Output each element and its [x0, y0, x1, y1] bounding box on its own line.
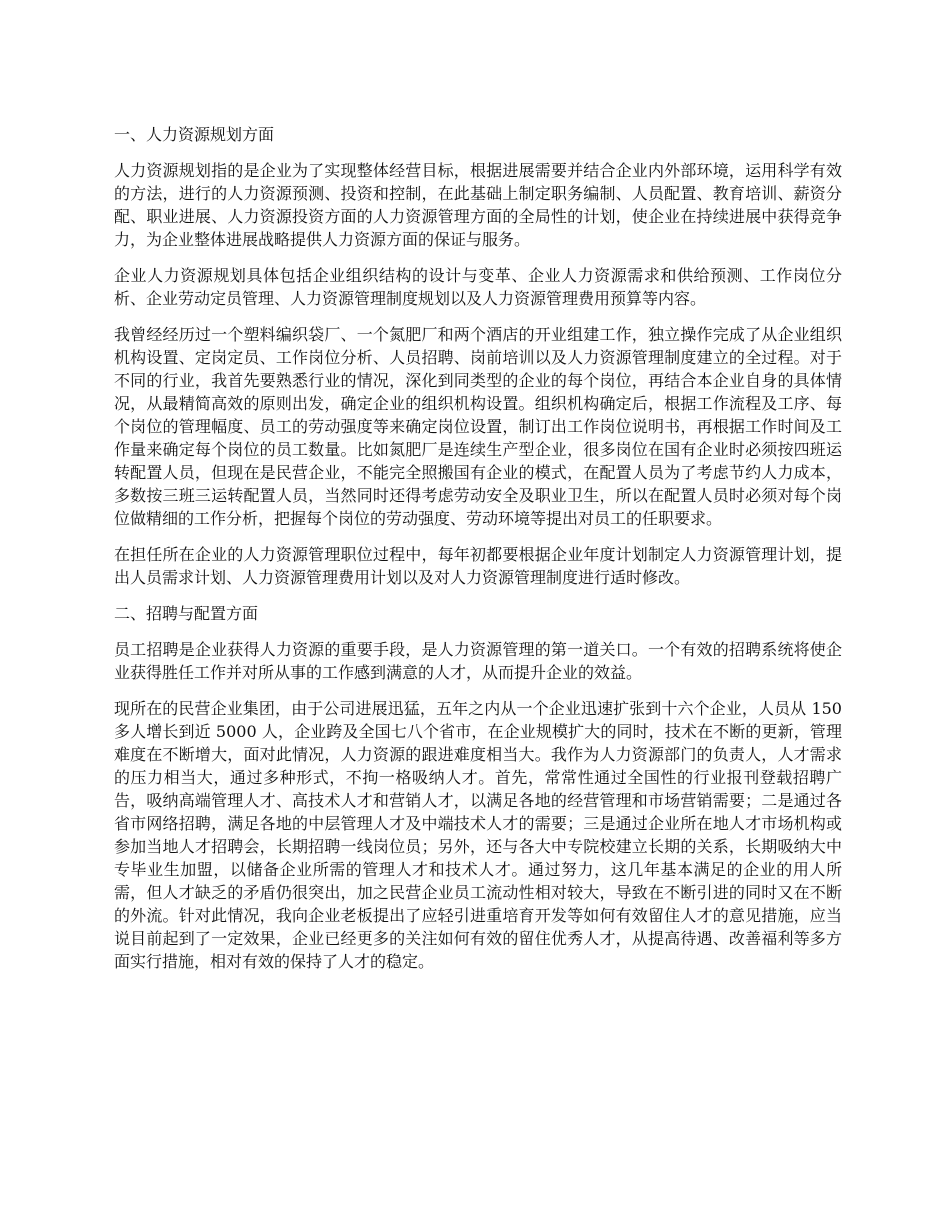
paragraph: 人力资源规划指的是企业为了实现整体经营目标，根据进展需要并结合企业内外部环境，运用科学有效的方法，进行的人力资源预测、投资和控制，在此基础上制定职务编制、人员配置、教育培训、薪资分配、职业进展、人力资源投资方面的人力资源管理方面的全局性的计划，使企业在持续进展中获得竞争力，为企业整体进展战略提供人力资源方面的保证与服务。 — [114, 161, 842, 249]
section-recruitment — [114, 602, 842, 973]
section-heading: 一、人力资源规划方面 — [114, 125, 275, 144]
paragraph: 在担任所在企业的人力资源管理职位过程中，每年初都要根据企业年度计划制定人力资源管理计划，提出人员需求计划、人力资源管理费用计划以及对人力资源管理制度进行适时修改。 — [114, 545, 842, 587]
paragraph: 现所在的民营企业集团，由于公司进展迅猛，五年之内从一个企业迅速扩张到十六个企业，人员从 150 多人增长到近 5000 人，企业跨及全国七八个省市，在企业规模扩大的同时，技术在不断的更新，管理难度在不断增大，面对此情况，人力资源的跟进难度相当大。我作为人力资源部门的负责人，人才需求的压力相当大，通过多种形式，不拘一格吸纳人才。首先，常常性通过全国性的行业报刊登载招聘广告，吸纳高端管理人才、高技术人才和营销人才，以满足各地的经营管理和市场营销需要；二是通过各省市网络招聘，满足各地的中层管理人才及中端技术人才的需要；三是通过企业所在地人才市场机构或参加当地人才招聘会，长期招聘一线岗位员；另外，还与各大中专院校建立长期的关系，长期吸纳大中专毕业生加盟，以储备企业所需的管理人才和技术人才。通过努力，这几年基本满足的企业的用人所需，但人才缺乏的矛盾仍很突出，加之民营企业员工流动性相对较大，导致在不断引进的同时又在不断的外流。针对此情况，我向企业老板提出了应轻引进重培育开发等如何有效留住人才的意见措施，应当说目前起到了一定效果，企业已经更多的关注如何有效的留住优秀人才，从提高待遇、改善福利等多方面实行措施，相对有效的保持了人才的稳定。 — [114, 699, 842, 971]
paragraph: 我曾经经历过一个塑料编织袋厂、一个氮肥厂和两个酒店的开业组建工作，独立操作完成了从企业组织机构设置、定岗定员、工作岗位分析、人员招聘、岗前培训以及人力资源管理制度建立的全过程。对于不同的行业，我首先要熟悉行业的情况，深化到同类型的企业的每个岗位，再结合本企业自身的具体情况，从最精简高效的原则出发，确定企业的组织机构设置。组织机构确定后，根据工作流程及工序、每个岗位的管理幅度、员工的劳动强度等来确定岗位设置，制订出工作岗位说明书，再根据工作时间及工作量来确定每个岗位的员工数量。比如氮肥厂是连续生产型企业，很多岗位在国有企业时必须按四班运转配置人员，但现在是民营企业，不能完全照搬国有企业的模式，在配置人员为了考虑节约人力成本，多数按三班三运转配置人员，当然同时还得考虑劳动安全及职业卫生，所以在配置人员时必须对每个岗位做精细的工作分析，把握每个岗位的劳动强度、劳动环境等提出对员工的任职要求。 — [114, 325, 842, 528]
document-page — [114, 123, 842, 986]
paragraph: 企业人力资源规划具体包括企业组织结构的设计与变革、企业人力资源需求和供给预测、工作岗位分析、企业劳动定员管理、人力资源管理制度规划以及人力资源管理费用预算等内容。 — [114, 266, 842, 308]
section-planning — [114, 123, 842, 589]
paragraph: 员工招聘是企业获得人力资源的重要手段，是人力资源管理的第一道关口。一个有效的招聘系统将使企业获得胜任工作并对所从事的工作感到满意的人才，从而提升企业的效益。 — [114, 640, 842, 682]
section-heading: 二、招聘与配置方面 — [114, 604, 259, 623]
